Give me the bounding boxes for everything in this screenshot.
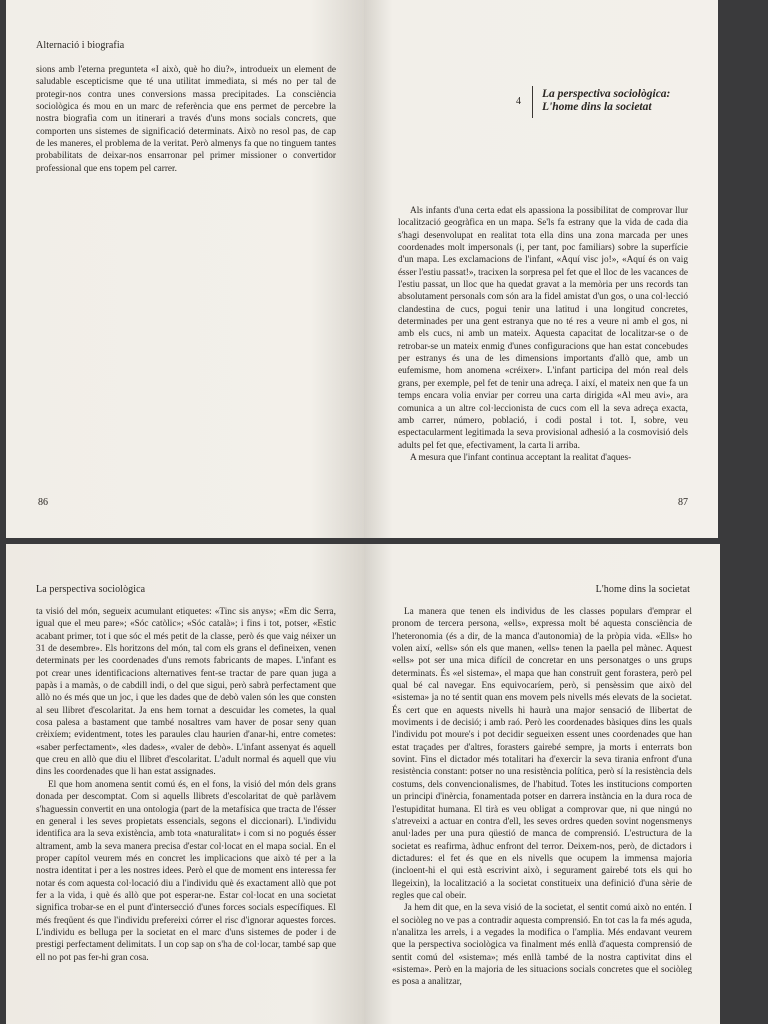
paragraph: La manera que tenen els individus de les classes populars d'emprar el pronom de tercera persona, «ells», expressa molt bé aquesta consciència de l'heteronomia (és a dir, de la manca d'autonomia) de la pròpia vida. «Ells» ho volen així, «ells» són els que manen, «ells» tenen la paella pel mànec. Aquest «ells» pot ser una mica difícil de concretar en uns personatges o uns grups determinats. És «el sistema», el mapa que han construït gent forastera, però pel qual bé cal navegar. Ens equivocaríem, però, si pensèssim que això del «sistema» ja no té sentit quan ens movem pels nivells més elevats de la societat. És cert que en aquests nivells hi haurà una major sensació de llibertat de moviments i de decisió; i amb raó. Però les coordenades bàsiques dins les quals l'individu pot moure's i pot decidir segueixen essent unes coordenades que han estat traçades per d'altres, forasters gairebé sempre, ja morts i enterrats bon sovint. Fins el dictador més totalitari ha d'exercir la seva tirania enfront d'una resistència constant: potser no una resistència política, però sí la resistència dels costums, dels convencionalismes, de l'habitud. Totes les institucions comporten un principi d'inèrcia, fonamentada potser en darrera instància en la dura roca de l'estupiditat humana. El tirà es veu obligat a comprovar que, ni que ningú no s'atreveixi a actuar en contra d'ell, les seves ordres queden sovint nogensmenys anul·lades per una pura qüestió de manca de comprensió. L'estructura de la societat es reafirma, àdhuc enfront del terror. Deixem-nos, però, de dictadors i dictadures: el fet és que en els nivells que ocupem la immensa majoria (incloent-hi el qui està escrivint això, i segurament gairebé tots els qui ho llegeixin), la localització a la societat constitueix una definició d'una sèrie de regles que cal obeir.: [392, 607, 692, 901]
chapter-divider: [532, 86, 533, 118]
page-number: 86: [38, 497, 48, 508]
page-87: [364, 0, 718, 538]
page-body: [398, 205, 688, 464]
page-body: [36, 606, 336, 964]
page-88: [6, 544, 364, 1024]
running-head: La perspectiva sociològica: [36, 584, 146, 595]
chapter-number: 4: [516, 96, 521, 107]
running-head: L'home dins la societat: [595, 584, 690, 595]
paragraph: ta visió del món, segueix acumulant etiquetes: «Tinc sis anys»; «Em dic Serra, igual que el meu pare»; «Sóc catòlic»; «Sóc català»; i fins i tot, potser, «Estic acabant primer, tot i que sóc el més petit de la classe, però és que vaig néixer un 31 de desembre». Els horitzons del món, tal com els grans el defineixen, venen determinats per les coordenades d'uns remots fabricants de mapes. L'infant es pot crear unes identificacions alternatives fent-se tractar de pare quan juga a papàs i a mamàs, o de cabdill indi, o del que sigui, però sabrà perfectament que allò no és més que un joc, i que les dades que de debò valen són les que consten al seu llibret d'escolaritat. Ja ens hem tornat a descuidar les cometes, la qual cosa palesa a bastament que també nosaltres vam haver de posar seny quan crèixíem; evidentment, totes les paraules clau haurien d'anar-hi, entre cometes: «saber perfectament», «les dades», «valer de debò». L'infant assenyat és aquell que creu en allò que diu el llibret d'escolaritat. L'adult normal és aquell que viu dins les coordenades que li han estat assignades.: [36, 607, 336, 778]
chapter-subtitle-line: L'home dins la societat: [542, 101, 652, 113]
paragraph: Ja hem dit que, en la seva visió de la societat, el sentit comú això no entén. I el sociòleg no ve pas a contradir aquesta comprensió. En tot cas la fa més aguda, n'analitza les arrels, i a vegades la modifica o l'amplia. Més endavant veurem que la perspectiva sociològica va finalment més enllà d'aquesta comprensió de sentit comú del «sistema»; més enllà també de la nostra captivitat dins el «sistema». Però en la majoria de les situacions socials concretes que el sociòleg es posa a analitzar,: [392, 903, 692, 988]
running-head: Alternació i biografia: [36, 40, 125, 51]
chapter-title-line: La perspectiva sociològica:: [542, 88, 671, 100]
page-89: [364, 544, 720, 1024]
paragraph: Als infants d'una certa edat els apassiona la possibilitat de comprovar llur localització geogràfica en un mapa. Se'ls fa estrany que la vida de cada dia s'hagi desenvolupat en realitat tota ella dins una zona marcada per unes coordenades molt impersonals (i, per tant, poc familiars) sobre la superfície d'un mapa. Les exclamacions de l'infant, «Aquí visc jo!», «Aquí és on vaig ésser l'estiu passat!», tracixen la sorpresa pel fet que el lloc de les vacances de l'estiu passat, un lloc que ha quedat gravat a la memòria per uns records tan absolutament personals com són ara la fidel amistat d'un gos, o una col·lecció clandestina de cucs, pogui tenir una latitud i una longitud concretes, determinades per una gent estranya que no té res a veure ni amb el gos, ni amb els cucs, ni amb un mateix. Aquesta capacitat de localitzar-se o de retrobar-se un mateix enmig d'unes configuracions que han estat concebudes per estranys és una de les dimensions importants d'allò que, amb un eufemisme, hom anomena «créixer». L'infant participa del món real dels grans, per exemple, pel fet de tenir una adreça. I així, el mateix nen que fa un temps encara volia enviar per correu una carta dirigida «Al meu avi», ara comunica a un altre col·leccionista de cucs com ell la seva adreça exacta, amb carrer, número, població, i codi postal i tot. I, sobre, veu espectacularment legitimada la seva provisional adhesió a la cosmovisió dels adults pel fet que, efectivament, la carta li arriba.: [398, 206, 689, 451]
paragraph: El que hom anomena sentit comú és, en el fons, la visió del món dels grans donada per descomptat. Com si aquells llibrets d'escolaritat de què parlàvem s'haguessin convertit en una ontologia (part de la metafísica que tracta de l'ésser en general i les seves propietats essencials, segons el diccionari). L'individu identifica ara la seva existència, amb tota «naturalitat» i com si no pogués ésser altrament, amb la seva manera precisa d'estar col·locat en el mapa social. En el proper capítol veurem més en concret les implicacions que això té per a la nostra identitat i per a les nostres idees. Però el que de moment ens interessa fer notar és com aquesta col·locació diu a l'individu què és exactament allò que pot fer a la vida, i què és allò que pot esperar-ne. Estar col·locat en una societat significa trobar-se en el punt d'intersecció d'unes forces socials específiques. El més freqüent és que l'individu prefereixi córrer el risc d'ignorar aquestes forces. L'individu es belluga per la societat en el marc d'uns sistemes de poder i de prestigi perfectament delimitats. I un cop sap on s'ha de col·locar, també sap que ell no pot pas fer-hi gran cosa.: [36, 779, 336, 963]
page-86: [6, 0, 364, 538]
paragraph: sions amb l'eterna pregunteta «I això, què ho diu?», introdueix un element de saludable escepticisme que té una utilitat immediata, si més no per tal de protegir-nos contra unes conversions massa precipitades. La consciència sociològica és mou en un marc de referència que ens permet de percebre la nostra biografia com un itinerari a través d'uns mons socials concrets, que comporten uns sistemes de significació determinats. Això no resol pas, de cap de les maneres, el problema de la veritat. Però almenys fa que no tinguem tantes probabilitats de deixar-nos ensarronar pel primer missioner o convertidor professional que ens topem pel carrer.: [36, 65, 336, 174]
paragraph: A mesura que l'infant continua acceptant la realitat d'aques-: [410, 452, 632, 463]
chapter-title: [542, 88, 670, 114]
page-body: [392, 606, 692, 989]
page-number: 87: [678, 497, 688, 508]
page-body: [36, 64, 336, 175]
